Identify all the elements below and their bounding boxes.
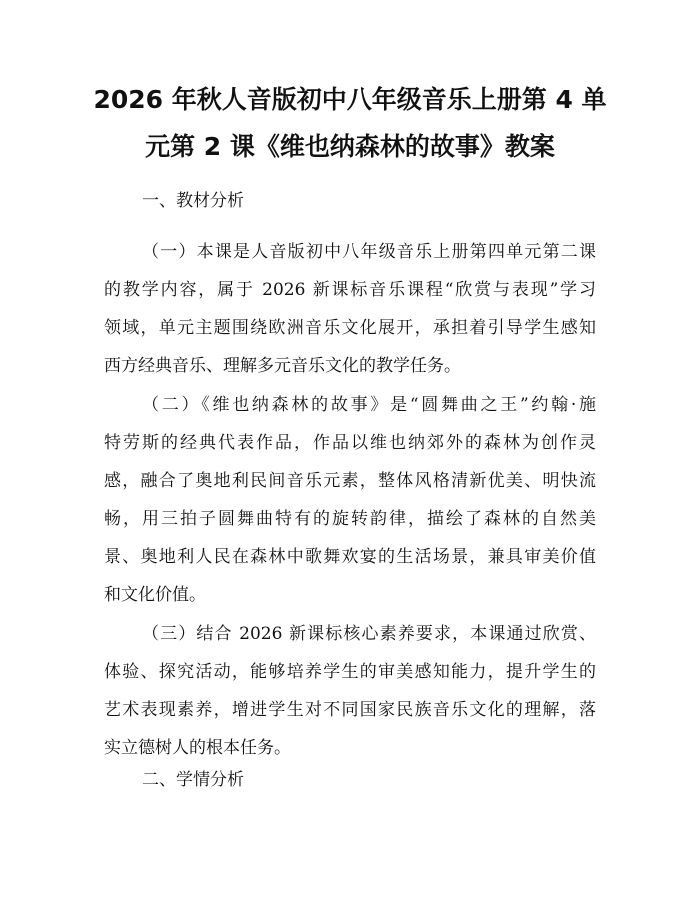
paragraph-line: （二）《维也纳森林的故事》是“圆舞曲之王”约翰·施 — [142, 395, 596, 415]
paragraph-line: 感，融合了奥地利民间音乐元素，整体风格清新优美、明快流 — [104, 471, 596, 491]
paragraph-line: 艺术表现素养，增进学生对不同国家民族音乐文化的理解，落 — [104, 700, 596, 720]
paragraph-line: 实立德树人的根本任务。 — [104, 738, 291, 758]
paragraph-1 — [104, 240, 596, 392]
paragraph-line: 特劳斯的经典代表作品，作品以维也纳郊外的森林为创作灵 — [104, 433, 596, 453]
paragraph-2 — [104, 393, 596, 621]
paragraph-line: （一）本课是人音版初中八年级音乐上册第四单元第二课 — [142, 242, 596, 262]
document-title-line-2: 元第 2 课《维也纳森林的故事》教案 — [145, 132, 555, 161]
paragraph-line: 西方经典音乐、理解多元音乐文化的教学任务。 — [104, 356, 461, 376]
paragraph-line: 和文化价值。 — [104, 585, 206, 605]
paragraph-line: （三）结合 2026 新课标核心素养要求，本课通过欣赏、 — [142, 624, 596, 644]
paragraph-line: 景、奥地利人民在森林中歌舞欢宴的生活场景，兼具审美价值 — [104, 547, 596, 567]
document-title-line-1: 2026 年秋人音版初中八年级音乐上册第 4 单 — [93, 85, 607, 114]
paragraph-line: 体验、探究活动，能够培养学生的审美感知能力，提升学生的 — [104, 662, 596, 682]
paragraph-3 — [104, 622, 596, 774]
section-heading-student-analysis: 二、学情分析 — [142, 770, 244, 790]
paragraph-line: 畅，用三拍子圆舞曲特有的旋转韵律，描绘了森林的自然美 — [104, 509, 596, 529]
section-heading-textbook-analysis: 一、教材分析 — [142, 191, 244, 211]
paragraph-line: 的教学内容，属于 2026 新课标音乐课程“欣赏与表现”学习 — [104, 280, 596, 300]
paragraph-line: 领域，单元主题围绕欧洲音乐文化展开，承担着引导学生感知 — [104, 318, 596, 338]
